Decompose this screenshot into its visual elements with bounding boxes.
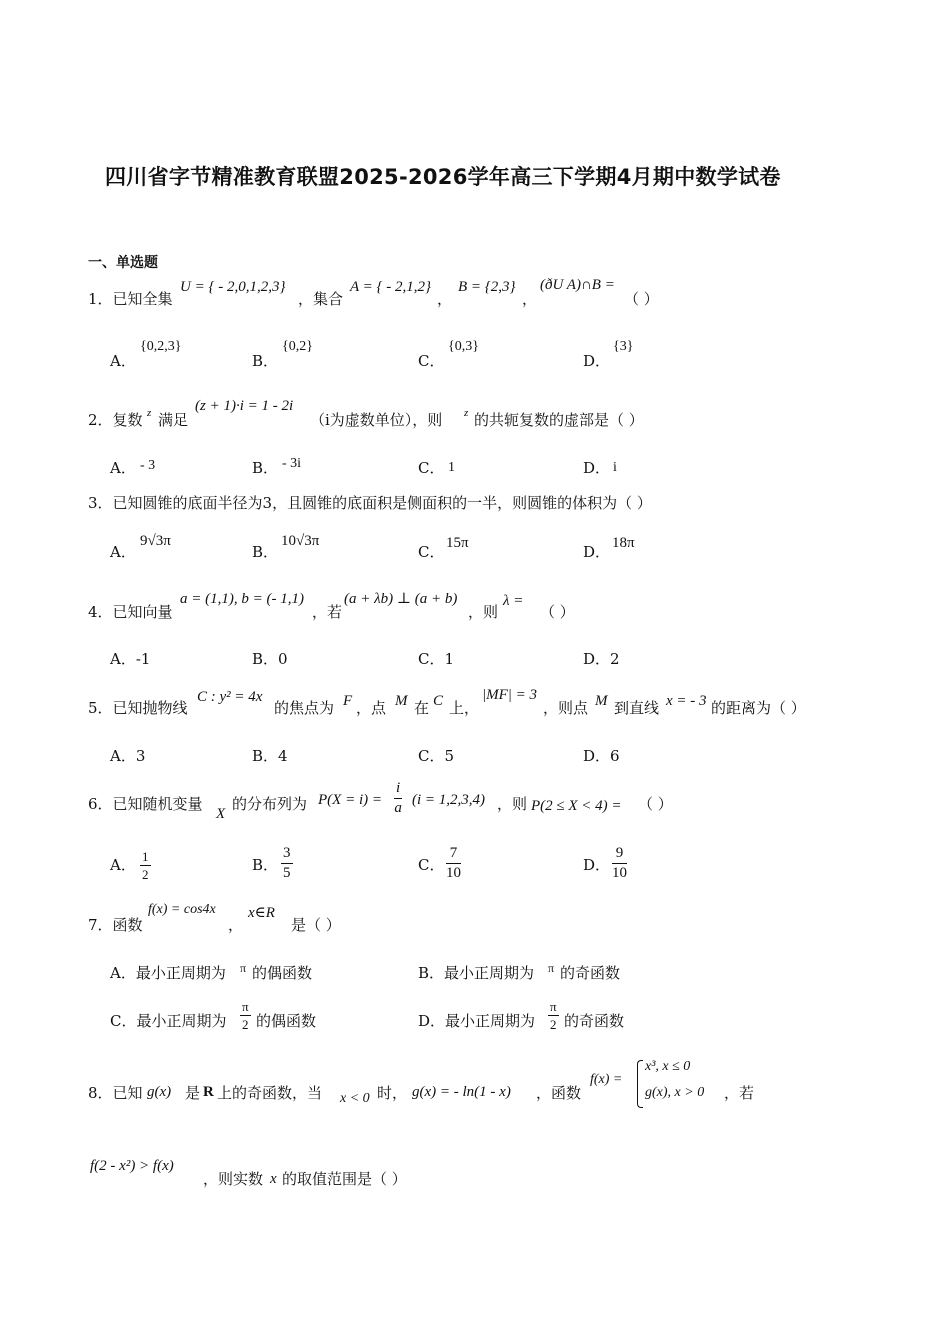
q1-set-A: A = { - 2,1,2} [350,279,432,295]
q8-text-b: 上的奇函数，当 [217,1084,323,1102]
q4-option-c: C．1 [418,650,455,668]
q6-option-a-value [140,850,151,881]
q1-answer-paren: （ ） [624,290,659,308]
q6-option-a-label: A． [110,856,136,874]
q6-c-num: 7 [449,845,458,861]
q7-option-d-tail: 的奇函数 [564,1012,625,1030]
q6-answer-paren: （ ） [638,795,673,813]
q6-var-X: X [216,806,226,822]
q6-d-num: 9 [615,845,624,861]
q7-option-d-frac [548,1000,559,1031]
q7-option-b-pi: π [548,961,555,975]
q6-option-b-value [281,846,293,881]
q2-text: 满足 [158,411,189,429]
q4-tail: ，则 [468,603,499,621]
q8-case-1: x³, x ≤ 0 [645,1059,691,1074]
q8-x: x [270,1171,277,1187]
q2-option-a-label: A． [110,459,136,477]
q3-option-a-value: 9√3π [140,533,171,549]
q8-condition: x < 0 [340,1091,370,1106]
q8-text-a: 是 [185,1084,201,1102]
q8-piecewise-brace [637,1060,643,1108]
q5-text-c: 在 [414,699,430,717]
q1-stem: 1．已知全集 [88,290,173,308]
q5-text-a: 的焦点为 [274,699,335,717]
q6-option-d-value [612,846,627,881]
q7-domain: x∈R [248,905,275,921]
q2-var-z2: z [464,407,469,419]
q6-b-den: 5 [283,865,291,881]
q5-point-M2: M [595,693,608,709]
q8-g-def: g(x) = - ln(1 - x) [412,1084,511,1100]
q5-option-a: A．3 [110,747,146,765]
page-title: 四川省字节精准教育联盟2025-2026学年高三下学期4月期中数学试卷 [105,165,781,189]
q6-rhs: (i = 1,2,3,4) [412,792,486,808]
q3-option-c-label: C． [418,543,445,561]
q6-fraction-bar [394,798,402,799]
q7-option-a: A．最小正周期为 [110,964,226,982]
q5-line: x = - 3 [666,693,707,709]
q6-option-c-value [446,846,461,881]
q5-mf: |MF| = 3 [482,687,538,703]
q3-stem: 3．已知圆锥的底面半径为3，且圆锥的底面积是侧面积的一半，则圆锥的体积为（ ） [88,494,652,512]
q3-option-a-label: A． [110,543,136,561]
q2-option-d-label: D． [583,459,611,477]
q7-option-d: D．最小正周期为 [418,1012,536,1030]
q1-set-B: B = {2,3} [458,279,516,295]
q7-option-c-frac [240,1000,251,1031]
q7-stem: 7．函数 [88,916,143,934]
q6-fraction-num: i [396,780,401,796]
q1-text: ，集合 [298,290,344,308]
q1-option-d-value: {3} [613,339,634,354]
q7-d-den: 2 [550,1017,557,1032]
q6-text-a: 的分布列为 [232,795,308,813]
q7-option-a-tail: 的偶函数 [252,964,313,982]
q7-tail: 是（ ） [291,916,341,934]
q8-inequality: f(2 - x²) > f(x) [90,1158,174,1174]
q5-point-M: M [395,693,408,709]
q7-function: f(x) = cos4x [148,902,216,917]
q4-answer-paren: （ ） [540,603,575,621]
q2-equation: (z + 1)·i = 1 - 2i [195,398,294,414]
q4-text: ，若 [312,603,343,621]
q6-b-bar [281,863,293,864]
q1-option-d-label: D． [583,352,611,370]
q1-option-a-label: A． [110,352,136,370]
q8-f: f(x) = [590,1072,623,1087]
q3-option-d-label: D． [583,543,611,561]
q5-text-b: ，点 [356,699,387,717]
q5-text-g: 的距离为（ ） [711,699,806,717]
q7-c-num: π [242,999,249,1014]
q6-b-num: 3 [283,845,291,861]
q1-option-b-value: {0,2} [282,339,313,354]
q4-option-d: D．2 [583,650,620,668]
q1-option-c-label: C． [418,352,445,370]
q7-c-den: 2 [242,1017,249,1032]
q5-stem: 5．已知抛物线 [88,699,188,717]
q6-c-bar [446,863,461,864]
q2-option-d-value: i [613,460,617,475]
q5-option-b: B．4 [252,747,288,765]
q5-text-e: ，则点 [543,699,589,717]
q7-c-bar [240,1015,251,1016]
q6-lhs: P(X = i) = [318,792,382,808]
q2-option-a-value: - 3 [140,458,156,473]
q6-c-den: 10 [446,865,461,881]
q8-text-c: 时， [377,1084,408,1102]
q8-text-d: ，函数 [536,1084,582,1102]
q6-fraction-den: a [394,800,402,816]
q8-g: g(x) [147,1084,172,1100]
q6-a-bar [140,865,151,866]
q2-tail: 的共轭复数的虚部是（ ） [474,411,644,429]
q7-option-a-pi: π [240,961,247,975]
q5-text-d: 上， [449,699,480,717]
q5-option-d: D．6 [583,747,620,765]
q2-option-b-value: - 3i [282,456,302,471]
q1-set-U: U = { - 2,0,1,2,3} [180,279,286,295]
q5-parabola: C : y² = 4x [197,689,263,705]
q7-sep: ， [228,916,244,934]
q2-note: （i为虚数单位），则 [310,411,443,429]
q6-a-den: 2 [142,867,149,882]
q4-stem: 4．已知向量 [88,603,173,621]
q4-condition: (a + λb) ⊥ (a + b) [344,591,458,607]
q8-tail2: 的取值范围是（ ） [282,1170,407,1188]
q1-sep: ， [437,290,453,308]
q6-fraction [394,781,402,816]
q3-option-d-value: 18π [612,535,635,551]
q5-text-f: 到直线 [614,699,660,717]
q5-curve-C: C [433,693,444,709]
q1-option-b-label: B． [252,352,279,370]
q4-option-b: B．0 [252,650,288,668]
q3-option-c-value: 15π [446,535,469,551]
q6-d-den: 10 [612,865,627,881]
q8-stem: 8．已知 [88,1084,143,1102]
q5-focus-F: F [343,693,353,709]
section-heading: 一、单选题 [88,255,158,271]
q6-text-b: ，则 [497,795,528,813]
q1-expression: (ðU A)∩B = [540,277,615,293]
q6-ask: P(2 ≤ X < 4) = [531,798,622,814]
q5-option-c: C．5 [418,747,455,765]
q2-var-z: z [147,407,152,419]
q8-R: R [203,1084,214,1100]
q1-option-c-value: {0,3} [448,339,479,354]
q8-case-2: g(x), x > 0 [645,1085,705,1100]
q6-stem: 6．已知随机变量 [88,795,203,813]
q7-option-b-tail: 的奇函数 [560,964,621,982]
q3-option-b-value: 10√3π [281,533,320,549]
q7-d-bar [548,1015,559,1016]
q4-vectors: a = (1,1), b = (- 1,1) [180,591,304,607]
q3-option-b-label: B． [252,543,279,561]
q6-option-b-label: B． [252,856,279,874]
q4-option-a: A．-1 [110,650,151,668]
q6-a-num: 1 [142,849,149,864]
q7-option-b: B．最小正周期为 [418,964,535,982]
q1-sep2: ， [522,290,538,308]
q2-option-c-label: C． [418,459,445,477]
q2-stem: 2．复数 [88,411,143,429]
q4-lambda: λ = [503,593,524,609]
q6-d-bar [612,863,627,864]
q2-option-b-label: B． [252,459,279,477]
q6-option-c-label: C． [418,856,445,874]
q7-option-c: C．最小正周期为 [110,1012,227,1030]
q7-d-num: π [550,999,557,1014]
q6-option-d-label: D． [583,856,611,874]
q2-option-c-value: 1 [448,460,455,475]
q1-option-a-value: {0,2,3} [140,339,182,354]
q7-option-c-tail: 的偶函数 [256,1012,317,1030]
q8-text-e: ，若 [724,1084,755,1102]
q8-tail: ，则实数 [203,1170,264,1188]
